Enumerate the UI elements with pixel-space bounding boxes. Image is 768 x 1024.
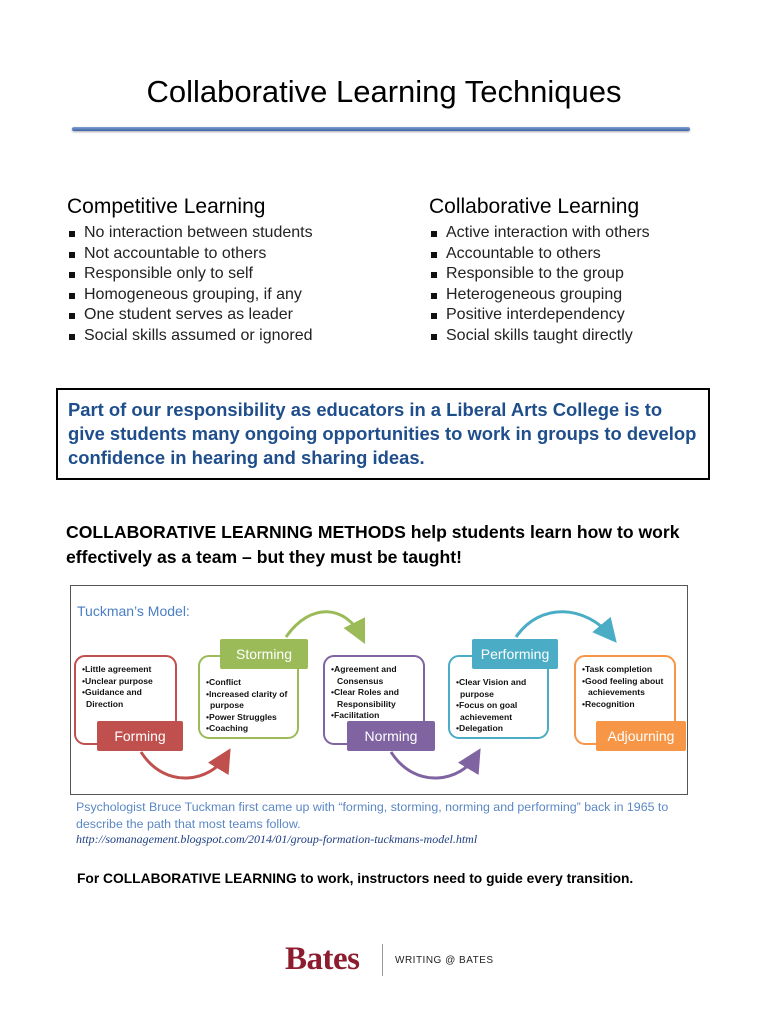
- stage-item: Consensus: [337, 675, 384, 686]
- competitive-heading: Competitive Learning: [67, 195, 266, 218]
- model-caption: Psychologist Bruce Tuckman first came up with “forming, storming, norming and performing” back in 1965 to describe the path that most teams follow.: [76, 800, 669, 831]
- norming-to-performing-arrow: [391, 752, 476, 778]
- callout-text: Part of our responsibility as educators in a Liberal Arts College is to give students many ongoing opportunities to work in groups to develop confidence in hearing and sharing ideas.: [68, 399, 697, 468]
- stage-item: •Clear Roles and: [331, 687, 399, 697]
- stage-item: •Clear Vision and: [456, 677, 527, 687]
- stage-item: •Guidance and: [82, 687, 142, 697]
- bates-logo: Bates: [285, 941, 360, 977]
- performing-to-adjourning-arrow: [516, 612, 611, 637]
- list-item: Active interaction with others: [429, 223, 650, 244]
- methods-paragraph: [66, 520, 706, 570]
- stage-item: •Conflict: [206, 677, 241, 687]
- stage-item: •Agreement and: [331, 664, 397, 674]
- stage-item: Responsibility: [337, 698, 396, 709]
- forming-label: Forming: [97, 721, 183, 751]
- competitive-list: [67, 223, 313, 347]
- callout-box: [56, 388, 710, 480]
- forming-to-storming-arrow: [141, 752, 226, 778]
- norming-label: Norming: [347, 721, 435, 751]
- list-item: Positive interdependency: [429, 305, 650, 326]
- page-title: Collaborative Learning Techniques: [146, 74, 622, 109]
- title-divider: [72, 127, 690, 131]
- competitive-learning-column: [67, 195, 313, 347]
- tuckman-model-diagram: [70, 585, 688, 795]
- methods-lead: COLLABORATIVE LEARNING METHODS: [66, 522, 406, 542]
- stage-item: •Delegation: [456, 723, 503, 733]
- list-item: Responsible to the group: [429, 264, 650, 285]
- list-item: Not accountable to others: [67, 244, 313, 265]
- stage-item: purpose: [210, 700, 244, 710]
- storming-label: Storming: [220, 639, 308, 669]
- stage-item: achievement: [460, 711, 513, 722]
- performing-label: Performing: [472, 639, 558, 669]
- stage-item: •Unclear purpose: [82, 675, 153, 686]
- stage-item: •Little agreement: [82, 664, 152, 674]
- list-item: Responsible only to self: [67, 264, 313, 285]
- storming-to-norming-arrow: [286, 612, 361, 637]
- stage-item: •Good feeling about: [582, 675, 664, 686]
- stage-item: •Increased clarity of: [206, 688, 288, 699]
- stage-item: achievements: [588, 687, 645, 697]
- list-item: No interaction between students: [67, 223, 313, 244]
- stage-item: •Recognition: [582, 698, 635, 709]
- logo-divider: [382, 944, 383, 976]
- source-link[interactable]: http://somanagement.blogspot.com/2014/01/group-formation-tuckmans-model.html: [76, 832, 478, 846]
- stage-item: •Facilitation: [331, 710, 380, 720]
- collaborative-heading: Collaborative Learning: [429, 195, 640, 218]
- list-item: Heterogeneous grouping: [429, 285, 650, 306]
- list-item: Homogeneous grouping, if any: [67, 285, 313, 306]
- methods-rest: help students learn how to work effectively as a team – but they must be taught!: [66, 522, 680, 567]
- stage-item: •Coaching: [206, 723, 249, 733]
- stage-item: purpose: [460, 688, 494, 699]
- writing-at-bates-tagline: WRITING @ BATES: [395, 955, 494, 966]
- transition-note: For COLLABORATIVE LEARNING to work, instructors need to guide every transition.: [77, 871, 634, 886]
- adjourning-label: Adjourning: [596, 721, 686, 751]
- stage-item: •Task completion: [582, 664, 653, 674]
- model-title: Tuckman’s Model:: [77, 603, 190, 619]
- list-item: Social skills taught directly: [429, 326, 650, 347]
- stage-item: Direction: [86, 698, 124, 709]
- collaborative-list: [429, 223, 650, 347]
- collaborative-learning-column: [429, 195, 650, 347]
- stage-item: •Power Struggles: [206, 711, 277, 722]
- list-item: Accountable to others: [429, 244, 650, 265]
- list-item: One student serves as leader: [67, 305, 313, 326]
- list-item: Social skills assumed or ignored: [67, 326, 313, 347]
- stage-item: •Focus on goal: [456, 700, 518, 710]
